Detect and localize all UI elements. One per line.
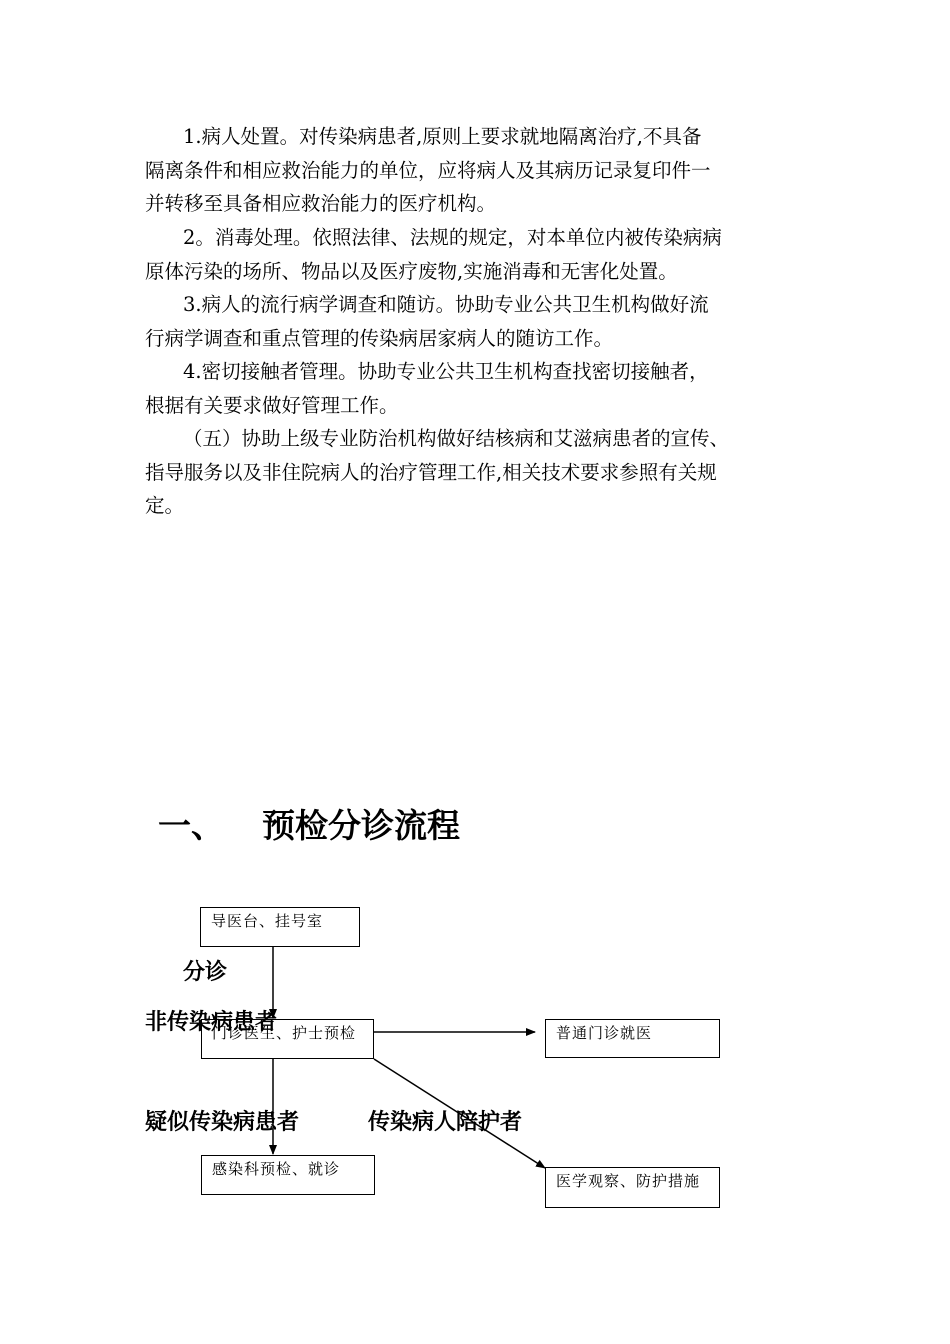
- flow-box-guide-desk: [200, 907, 360, 947]
- text-line: 并转移至具备相应救治能力的医疗机构。: [145, 192, 497, 215]
- text-line: 隔离条件和相应救治能力的单位，应将病人及其病历记录复印件一: [145, 158, 711, 182]
- text-line: 指导服务以及非住院病人的治疗管理工作,相关技术要求参照有关规: [145, 460, 717, 484]
- flow-box-medical-observation: [545, 1167, 720, 1208]
- flow-box-label: 医学观察、防护措施: [556, 1172, 701, 1190]
- flow-label-suspected: 疑似传染病患者: [145, 1110, 300, 1135]
- text-line: 原体污染的场所、物品以及医疗废物,实施消毒和无害化处置。: [145, 259, 678, 283]
- heading-title: 预检分诊流程: [262, 806, 460, 845]
- text-line: 1.病人处置。对传染病患者,原则上要求就地隔离治疗,不具备: [183, 125, 702, 148]
- flow-label-escort: 传染病人陪护者: [368, 1110, 523, 1135]
- flow-box-label: 感染科预检、就诊: [212, 1160, 341, 1178]
- text-line: 3.病人的流行病学调查和随访。协助专业公共卫生机构做好流: [183, 293, 709, 316]
- flow-box-label: 导医台、挂号室: [211, 912, 324, 930]
- flow-box-infection-dept: [201, 1155, 375, 1195]
- flow-label-triage: 分诊: [183, 960, 228, 985]
- flow-box-label: 门诊医生、护士预检: [212, 1024, 357, 1042]
- flow-box-general-clinic: [545, 1019, 720, 1058]
- flow-box-label: 普通门诊就医: [556, 1024, 653, 1042]
- text-line: 行病学调查和重点管理的传染病居家病人的随访工作。: [145, 326, 614, 350]
- text-line: （五）协助上级专业防治机构做好结核病和艾滋病患者的宣传、: [183, 427, 730, 450]
- text-line: 定。: [145, 494, 185, 517]
- text-line: 根据有关要求做好管理工作。: [145, 393, 399, 417]
- text-line: 4.密切接触者管理。协助专业公共卫生机构查找密切接触者，: [183, 360, 709, 383]
- text-line: 2。消毒处理。依照法律、法规的规定，对本单位内被传染病病: [183, 226, 722, 249]
- flow-label-non-infectious: 非传染病患者: [145, 1010, 278, 1035]
- heading-number: 一、: [158, 806, 224, 845]
